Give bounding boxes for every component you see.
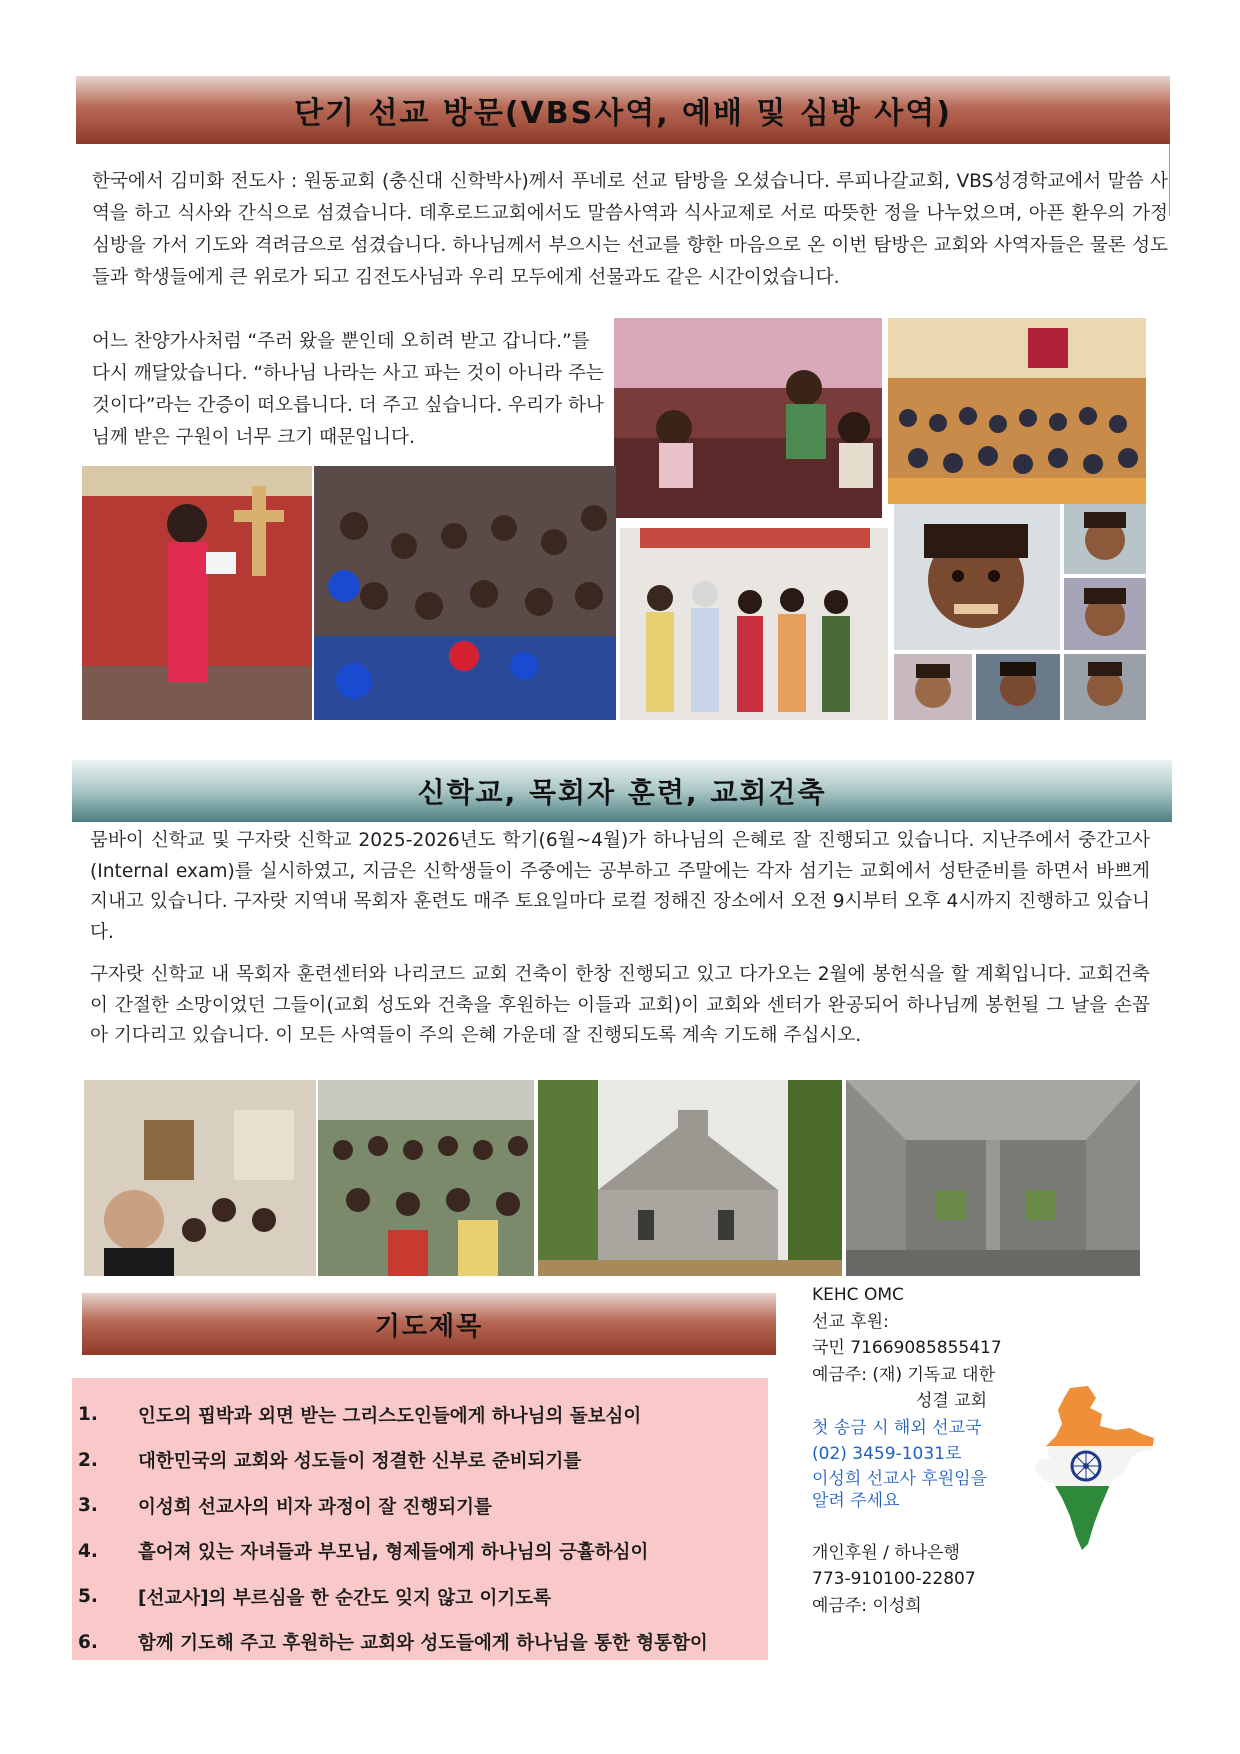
prayer-item [72, 1483, 768, 1529]
prayer-number: 2. [78, 1449, 98, 1471]
prayer-text: 흩어져 있는 자녀들과 부모님, 형제들에게 하나님의 긍휼하심이 [138, 1542, 649, 1564]
photo-speaker-pulpit [82, 466, 312, 720]
support-info [812, 1282, 1032, 1619]
personal-account: 773-910100-22807 [812, 1569, 976, 1589]
photo-kids-prayer [614, 318, 882, 518]
prayer-text: 인도의 핍박과 외면 받는 그리스도인들에게 하나님의 돌보심이 [138, 1405, 642, 1427]
photo-boy-portrait [894, 504, 1060, 650]
photo-group-portrait [620, 528, 888, 720]
construction-paragraph: 구자랏 신학교 내 목회자 훈련센터와 나리코드 교회 건축이 한창 진행되고 있고 다가오는 2월에 봉헌식을 할 계획입니다. 교회건축이 간절한 소망이었던 그들이(교회 성도와 건축을 후원하는 이들과 교회)이 교회와 센터가 완공되어 하나님께 봉헌될 그 날을 손꼽아 기다리고 있습니다. 이 모든 사역들이 주의 은혜 가운데 잘 진행되도록 계속 기도해 주십시오. [90, 964, 1150, 1046]
prayer-text: 이성희 선교사의 비자 과정이 잘 진행되기를 [138, 1496, 492, 1518]
divider [1169, 144, 1170, 216]
photo-classroom-selfie [84, 1080, 316, 1276]
photo-church-building [538, 1080, 842, 1276]
photo-girl-1 [1064, 504, 1146, 574]
personal-holder: 예금주: 이성희 [812, 1595, 922, 1616]
section-title-prayer: 기도제목 [82, 1293, 776, 1355]
prayer-text: 대한민국의 교회와 성도들이 정결한 신부로 준비되기를 [138, 1451, 582, 1473]
prayer-item [72, 1438, 768, 1484]
prayer-number: 4. [78, 1540, 98, 1562]
prayer-item [72, 1529, 768, 1575]
seminary-paragraph: 뭄바이 신학교 및 구자랏 신학교 2025-2026년도 학기(6월~4월)가 하나님의 은혜로 잘 진행되고 있습니다. 지난주에서 중간고사(Internal exam)를 실시하였고, 지금은 신학생들이 주중에는 공부하고 주말에는 각자 섬기는 교회에서 성탄준비를 하면서 바쁘게 지내고 있습니다. 구자랏 지역내 목회자 훈련도 매주 토요일마다 로컬 정해진 장소에서 오전 9시부터 오후 4시까지 진행하고 있습니다. [90, 830, 1150, 943]
photo-church-crowd [888, 318, 1146, 504]
photo-pastor-training [318, 1080, 534, 1276]
photo-vbs-children [314, 466, 616, 720]
personal-support-label: 개인후원 / 하나은행 [812, 1542, 960, 1563]
support-label: 선교 후원: [812, 1311, 889, 1332]
notice-phone: (02) 3459-1031로 [812, 1444, 962, 1464]
photo-construction-interior [846, 1080, 1140, 1276]
photo-child-4 [976, 654, 1060, 720]
notice-line: 알려 주세요 [812, 1490, 900, 1511]
prayer-item [72, 1392, 768, 1438]
prayer-item [72, 1574, 768, 1620]
bank-account: 국민 71669085855417 [812, 1338, 1002, 1358]
prayer-list [72, 1378, 768, 1665]
notice-line: 첫 송금 시 해외 선교국 [812, 1417, 982, 1438]
prayer-text: 함께 기도해 주고 후원하는 교회와 성도들에게 하나님을 통한 형통함이 [138, 1633, 708, 1655]
prayer-text: [선교사]의 부르심을 한 순간도 잊지 않고 이기도록 [138, 1587, 551, 1609]
photo-girl-2 [1064, 578, 1146, 650]
prayer-number: 3. [78, 1495, 98, 1517]
org-name: KEHC OMC [812, 1285, 904, 1305]
prayer-item [72, 1620, 768, 1666]
account-holder-cont: 성결 교회 [916, 1391, 988, 1411]
prayer-number: 6. [78, 1631, 98, 1653]
india-map-icon [1030, 1384, 1158, 1554]
notice-line: 이성희 선교사 후원임을 [812, 1468, 988, 1489]
mission-paragraph: 한국에서 김미화 전도사 : 원동교회 (충신대 신학박사)께서 푸네로 선교 탐방을 오셨습니다. 루피나갈교회, VBS성경학교에서 말씀 사역을 하고 식사와 간식으로 섬겼습니다. 데후로드교회에서도 말씀사역과 식사교제로 서로 따뜻한 정을 나누었으며, 아픈 환우의 가정심방을 가서 기도와 격려금으로 섬겼습니다. 하나님께서 부으시는 선교를 향한 마음으로 온 이번 탐방은 교회와 사역자들은 물론 성도들과 학생들에게 큰 위로가 되고 김전도사님과 우리 모두에게 선물과도 같은 시간이었습니다. [92, 171, 1168, 288]
account-holder: 예금주: (재) 기독교 대한 [812, 1364, 996, 1385]
photo-child-5 [1064, 654, 1146, 720]
section-title-short-term-mission: 단기 선교 방문(VBS사역, 예배 및 심방 사역) [76, 76, 1170, 144]
section-title-seminary: 신학교, 목회자 훈련, 교회건축 [72, 760, 1172, 822]
testimony-paragraph: 어느 찬양가사처럼 “주러 왔을 뿐인데 오히려 받고 갑니다.”를 다시 깨달았습니다. “하나님 나라는 사고 파는 것이 아니라 주는 것이다”라는 간증이 떠오릅니다. 더 주고 싶습니다. 우리가 하나님께 받은 구원이 너무 크기 때문입니다. [92, 331, 604, 448]
prayer-number: 5. [78, 1586, 98, 1608]
prayer-list-box [72, 1378, 768, 1660]
photo-child-3 [894, 654, 972, 720]
prayer-number: 1. [78, 1404, 98, 1426]
